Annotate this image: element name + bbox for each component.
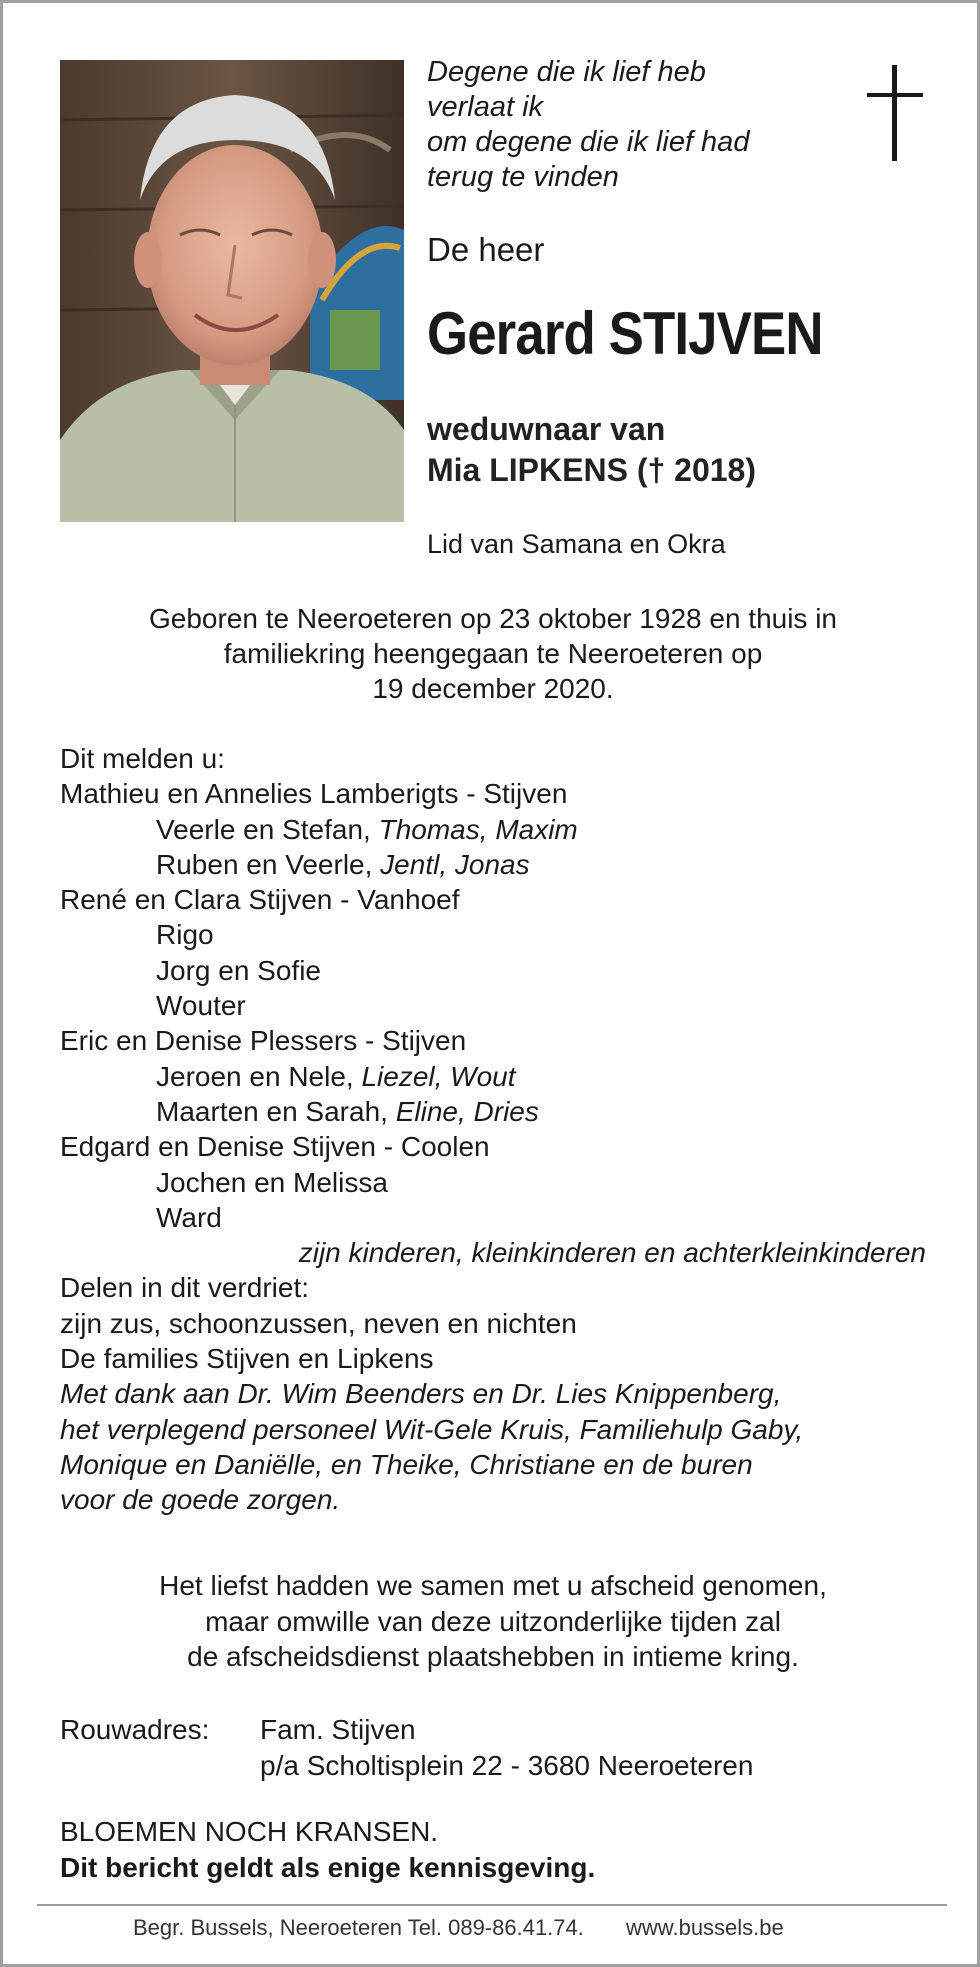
- thanks-line: het verplegend personeel Wit-Gele Kruis, Familiehulp Gaby,: [60, 1413, 804, 1445]
- portrait-photo: [60, 60, 404, 522]
- birth-line: 19 december 2020.: [372, 673, 614, 704]
- spouse-line: Mia LIPKENS († 2018): [427, 452, 756, 488]
- list-item: Delen in dit verdriet:: [60, 1272, 310, 1304]
- list-item: Veerle en Stefan, Thomas, Maxim: [156, 813, 578, 845]
- official-notice: Dit bericht geldt als enige kennisgeving.: [60, 1852, 596, 1883]
- deceased-name: Gerard STIJVEN: [427, 300, 823, 367]
- farewell-line: Het liefst hadden we samen met u afscheid genomen,: [159, 1570, 827, 1601]
- list-item: Rigo: [156, 919, 214, 951]
- birth-line: Geboren te Neeroeteren op 23 oktober 1928 en thuis in: [148, 603, 838, 634]
- membership: Lid van Samana en Okra: [427, 529, 726, 559]
- quote-line: Degene die ik lief heb: [427, 56, 706, 88]
- address-label: Rouwadres:: [60, 1714, 210, 1745]
- spouse-line: weduwnaar van: [427, 411, 666, 447]
- list-item: Eric en Denise Plessers - Stijven: [60, 1025, 467, 1057]
- family-list: [60, 741, 926, 1518]
- list-item: De families Stijven en Lipkens: [60, 1343, 434, 1375]
- website-link[interactable]: www.bussels.be: [626, 1915, 784, 1940]
- list-item: Jochen en Melissa: [156, 1166, 388, 1198]
- relation-line: zijn kinderen, kleinkinderen en achterkleinkinderen: [298, 1237, 926, 1269]
- list-item: René en Clara Stijven - Vanhoef: [60, 884, 460, 916]
- address-line: Fam. Stijven: [260, 1714, 416, 1745]
- list-item: zijn zus, schoonzussen, neven en nichten: [60, 1307, 577, 1339]
- salutation: De heer: [427, 231, 545, 268]
- quote-line: terug te vinden: [427, 161, 619, 193]
- list-item: Ruben en Veerle, Jentl, Jonas: [156, 848, 530, 880]
- address-line: p/a Scholtisplein 22 - 3680 Neeroeteren: [260, 1750, 754, 1781]
- quote-line: om degene die ik lief had: [427, 126, 750, 158]
- birth-line: familiekring heengegaan te Neeroeteren op: [223, 638, 763, 669]
- birth-death-info: [60, 601, 926, 706]
- farewell-notice: [60, 1568, 926, 1675]
- list-item: Dit melden u:: [60, 743, 225, 774]
- list-item: Wouter: [156, 990, 246, 1022]
- memorial-quote: [427, 55, 847, 195]
- thanks-line: Monique en Daniëlle, en Theike, Christiane en de buren: [60, 1448, 753, 1480]
- quote-line: verlaat ik: [427, 91, 544, 123]
- list-item: Maarten en Sarah, Eline, Dries: [156, 1095, 539, 1127]
- list-item: Mathieu en Annelies Lamberigts - Stijven: [60, 778, 568, 810]
- undertaker-info: Begr. Bussels, Neeroeteren Tel. 089-86.41.74.: [133, 1915, 584, 1940]
- spouse-info: [427, 409, 756, 491]
- list-item: Edgard en Denise Stijven - Coolen: [60, 1131, 490, 1163]
- list-item: Jorg en Sofie: [156, 954, 321, 986]
- list-item: Ward: [156, 1201, 222, 1233]
- farewell-line: maar omwille van deze uitzonderlijke tijden zal: [205, 1605, 781, 1637]
- farewell-line: de afscheidsdienst plaatshebben in intieme kring.: [187, 1641, 799, 1672]
- footer: [133, 1915, 784, 1941]
- divider: [37, 1904, 947, 1906]
- flowers-notice: BLOEMEN NOCH KRANSEN.: [60, 1816, 439, 1847]
- latin-cross-icon: [865, 63, 925, 163]
- thanks-line: voor de goede zorgen.: [60, 1484, 341, 1516]
- address-value: [260, 1712, 753, 1784]
- thanks-line: Met dank aan Dr. Wim Beenders en Dr. Lies Knippenberg,: [60, 1378, 782, 1410]
- list-item: Jeroen en Nele, Liezel, Wout: [156, 1060, 516, 1092]
